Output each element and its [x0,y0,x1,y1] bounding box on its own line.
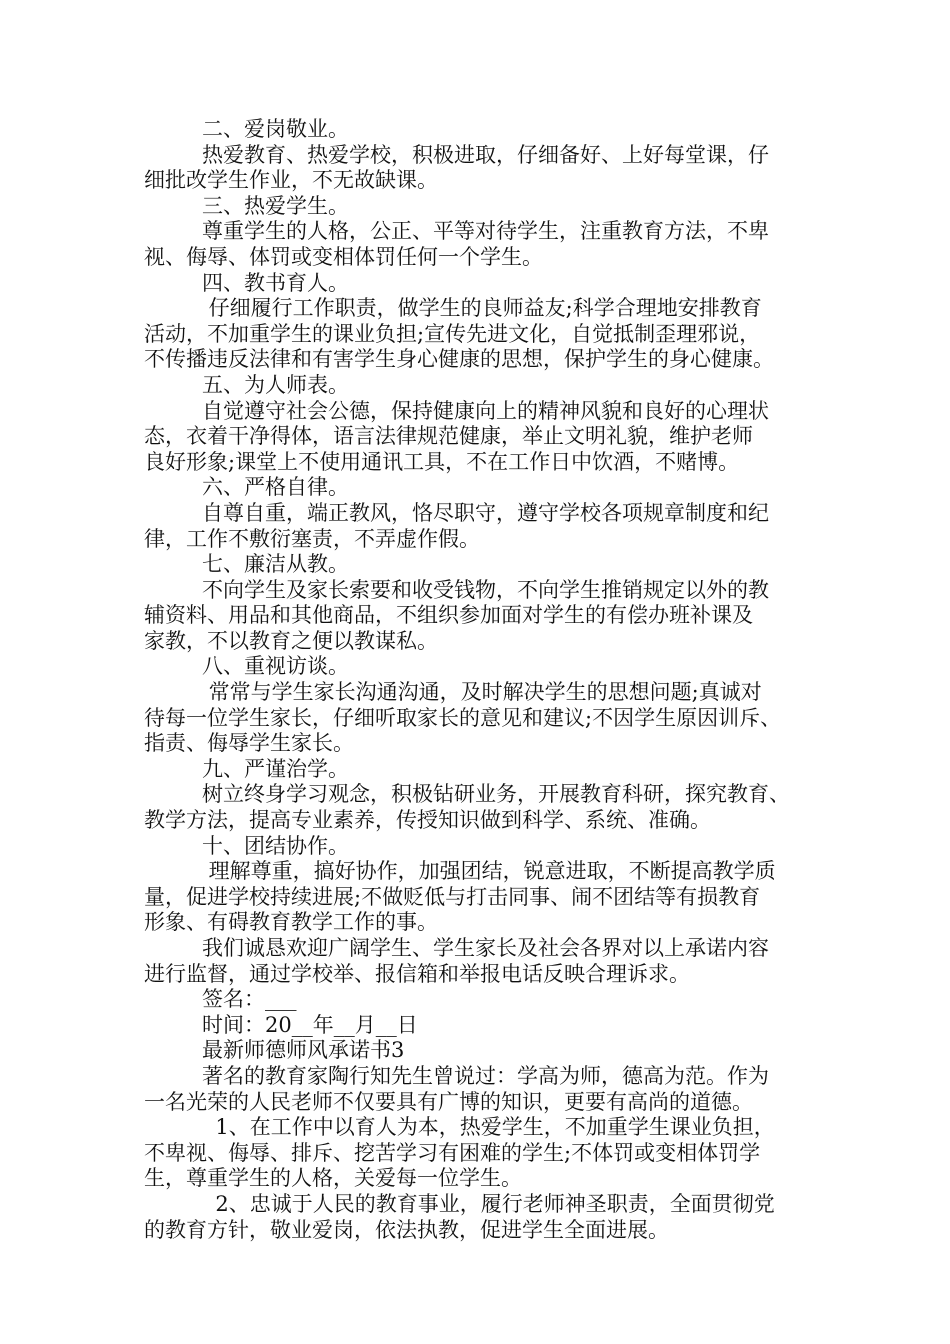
text-line: 理解尊重，搞好协作，加强团结，锐意进取，不断提高教学质 [202,859,776,884]
text-line: 一名光荣的人民老师不仅要具有广博的知识，更要有高尚的道德。 [144,1089,753,1114]
text-line: 九、严谨治学。 [202,756,349,781]
text-line: 良好形象;课堂上不使用通讯工具，不在工作日中饮酒，不赌博。 [144,449,740,474]
text-line: 细批改学生作业，不无故缺课。 [144,168,438,193]
text-line: 我们诚恳欢迎广阔学生、学生家长及社会各界对以上承诺内容 [202,936,769,960]
text-line: 四、教书育人。 [202,270,349,295]
text-line: 六、严格自律。 [202,475,349,500]
text-line: 八、重视访谈。 [202,654,349,679]
text-line: 仔细履行工作职责，做学生的良师益友;科学合理地安排教育 [202,296,762,321]
text-line: 指责、侮辱学生家长。 [144,731,354,756]
text-line: 律，工作不敷衍塞责，不弄虚作假。 [144,526,480,551]
text-line: 三、热爱学生。 [202,193,349,218]
text-line: 七、廉洁从教。 [202,552,349,577]
text-line: 尊重学生的人格，公正、平等对待学生，注重教育方法，不卑 [202,219,769,244]
text-line: 时间：20__年__月__日 [202,1012,418,1037]
text-line: 不向学生及家长索要和收受钱物，不向学生推销规定以外的教 [202,577,769,602]
document-body [144,117,824,1243]
text-line: 2、忠诚于人民的教育事业，履行老师神圣职责，全面贯彻党 [202,1191,775,1216]
text-line: 二、爱岗敬业。 [202,117,349,141]
text-line: 教学方法，提高专业素养，传授知识做到科学、系统、准确。 [144,808,711,833]
text-line: 辅资料、用品和其他商品，不组织参加面对学生的有偿办班补课及 [144,603,753,628]
text-line: 的教育方针，敬业爱岗，依法执教，促进学生全面进展。 [144,1217,669,1242]
text-line: 活动，不加重学生的课业负担;宣传先进文化，自觉抵制歪理邪说， [144,321,761,346]
text-line: 不卑视、侮辱、排斥、挖苦学习有困难的学生;不体罚或变相体罚学 [144,1140,761,1165]
text-line: 自觉遵守社会公德，保持健康向上的精神风貌和良好的心理状 [202,398,769,423]
text-line: 不传播违反法律和有害学生身心健康的思想，保护学生的身心健康。 [144,347,774,372]
text-line: 1、在工作中以育人为本，热爱学生，不加重学生课业负担， [202,1115,775,1140]
text-line: 五、为人师表。 [202,372,349,397]
text-line: 签名：___ [202,987,297,1012]
text-line: 待每一位学生家长，仔细听取家长的意见和建议;不因学生原因训斥、 [144,705,782,730]
text-line: 著名的教育家陶行知先生曾说过：学高为师，德高为范。作为 [202,1063,769,1088]
text-line: 生，尊重学生的人格，关爱每一位学生。 [144,1166,522,1191]
text-line: 进行监督，通过学校举、报信箱和举报电话反映合理诉求。 [144,961,690,986]
text-line: 最新师德师风承诺书3 [202,1038,405,1063]
text-line: 树立终身学习观念，积极钻研业务，开展教育科研，探究教育、 [202,782,790,807]
text-line: 十、团结协作。 [202,833,349,858]
text-line: 热爱教育、热爱学校，积极进取，仔细备好、上好每堂课，仔 [202,142,769,167]
text-line: 视、侮辱、体罚或变相体罚任何一个学生。 [144,244,543,269]
text-line: 量，促进学校持续进展;不做贬低与打击同事、闹不团结等有损教育 [144,884,761,909]
text-line: 形象、有碍教育教学工作的事。 [144,910,438,935]
text-line: 态，衣着干净得体，语言法律规范健康，举止文明礼貌，维护老师 [144,424,753,449]
text-line: 自尊自重，端正教风，恪尽职守，遵守学校各项规章制度和纪 [202,500,769,525]
text-line: 常常与学生家长沟通沟通，及时解决学生的思想问题;真诚对 [202,680,762,705]
text-line: 家教，不以教育之便以教谋私。 [144,628,438,653]
